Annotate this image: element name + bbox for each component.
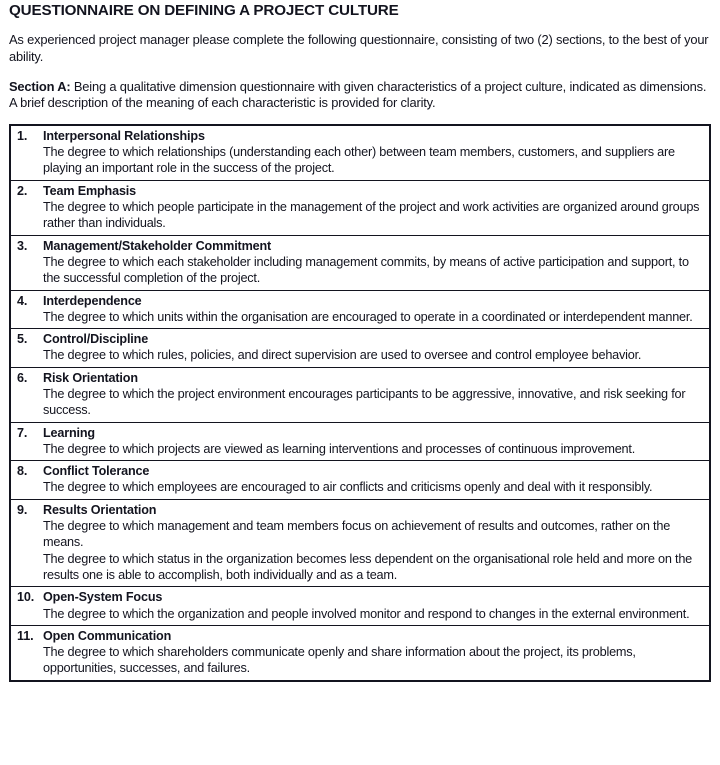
table-row [11, 329, 709, 368]
dimension-number: 1. [17, 128, 28, 143]
dimension-description: The degree to which the project environment encourages participants to be aggressive, innovative, and risk seeking for success. [43, 387, 686, 418]
table-row [11, 587, 709, 626]
dimension-number: 2. [17, 183, 28, 198]
section-a-label: Section A: [9, 78, 71, 94]
dimension-description: The degree to which the organization and people involved monitor and respond to changes in the external environment. [43, 606, 690, 621]
dimension-number: 4. [17, 293, 28, 308]
table-row [11, 181, 709, 236]
section-a-text: Being a qualitative dimension questionnaire with given characteristics of a project culture, indicated as dimensions. A brief description of the meaning of each characteristic is provided for clarity. [9, 78, 707, 111]
table-row [11, 368, 709, 423]
intro-paragraph: As experienced project manager please complete the following questionnaire, consisting of two (2) sections, to the best of your ability. [9, 32, 709, 65]
dimension-description: The degree to which people participate in the management of the project and work activities are organized around groups rather than individuals. [43, 200, 700, 231]
dimension-description: The degree to which projects are viewed as learning interventions and processes of continuous improvement. [43, 441, 636, 456]
dimension-body [43, 128, 709, 177]
dimension-number: 8. [17, 464, 28, 479]
dimension-body [43, 370, 709, 419]
table-row [11, 500, 709, 587]
dimension-number: 3. [17, 238, 28, 253]
dimension-name: Control/Discipline [43, 332, 149, 347]
dimension-name: Open-System Focus [43, 590, 163, 605]
dimension-description: The degree to which rules, policies, and direct supervision are used to oversee and control employee behavior. [43, 348, 642, 363]
dimension-description: The degree to which units within the organisation are encouraged to operate in a coordinated or interdependent manner. [43, 309, 693, 324]
dimension-body [43, 331, 709, 364]
dimension-body [43, 238, 709, 287]
table-row [11, 461, 709, 500]
dimension-number: 6. [17, 370, 28, 385]
dimension-number: 9. [17, 502, 28, 517]
dimensions-table [9, 124, 711, 682]
dimension-description: The degree to which employees are encouraged to air conflicts and criticisms openly and deal with it responsibly. [43, 480, 653, 495]
dimension-description: The degree to which management and team members focus on achievement of results and outcomes, rather on the means. [43, 519, 671, 550]
table-row [11, 423, 709, 462]
dimension-body [43, 425, 709, 458]
page-title: QUESTIONNAIRE ON DEFINING A PROJECT CULTURE [9, 2, 399, 19]
table-row [11, 236, 709, 291]
dimension-description: The degree to which shareholders communicate openly and share information about the project, its problems, opportunities, successes, and failures. [43, 645, 636, 676]
table-row [11, 126, 709, 181]
dimension-name: Risk Orientation [43, 370, 138, 385]
dimension-body [43, 183, 709, 232]
dimension-name: Interpersonal Relationships [43, 128, 205, 143]
dimension-name: Interdependence [43, 293, 142, 308]
dimension-number: 10. [17, 590, 35, 605]
dimension-body [43, 502, 709, 583]
dimension-number: 7. [17, 425, 28, 440]
dimension-name: Team Emphasis [43, 183, 137, 198]
dimension-body [43, 463, 709, 496]
dimension-description: The degree to which relationships (understanding each other) between team members, customers, and suppliers are playing an important role in the success of the project. [43, 145, 675, 176]
table-row [11, 626, 709, 680]
dimension-name: Open Communication [43, 628, 172, 643]
dimension-number: 5. [17, 332, 28, 347]
dimension-name: Conflict Tolerance [43, 464, 150, 479]
dimension-name: Learning [43, 425, 95, 440]
dimension-description: The degree to which each stakeholder including management commits, by means of active participation and support, to the successful completion of the project. [43, 254, 689, 286]
dimension-name: Management/Stakeholder Commitment [43, 238, 272, 253]
dimension-number: 11. [17, 628, 34, 643]
dimension-body [43, 589, 709, 622]
dimension-name: Results Orientation [43, 502, 157, 517]
dimension-body [43, 293, 709, 326]
section-a-paragraph [6, 79, 714, 112]
dimension-description: The degree to which status in the organization becomes less dependent on the organisational role held and more on the results one is able to accomplish, both individually and as a team. [43, 551, 693, 582]
table-row [11, 291, 709, 330]
dimension-body [43, 628, 709, 677]
